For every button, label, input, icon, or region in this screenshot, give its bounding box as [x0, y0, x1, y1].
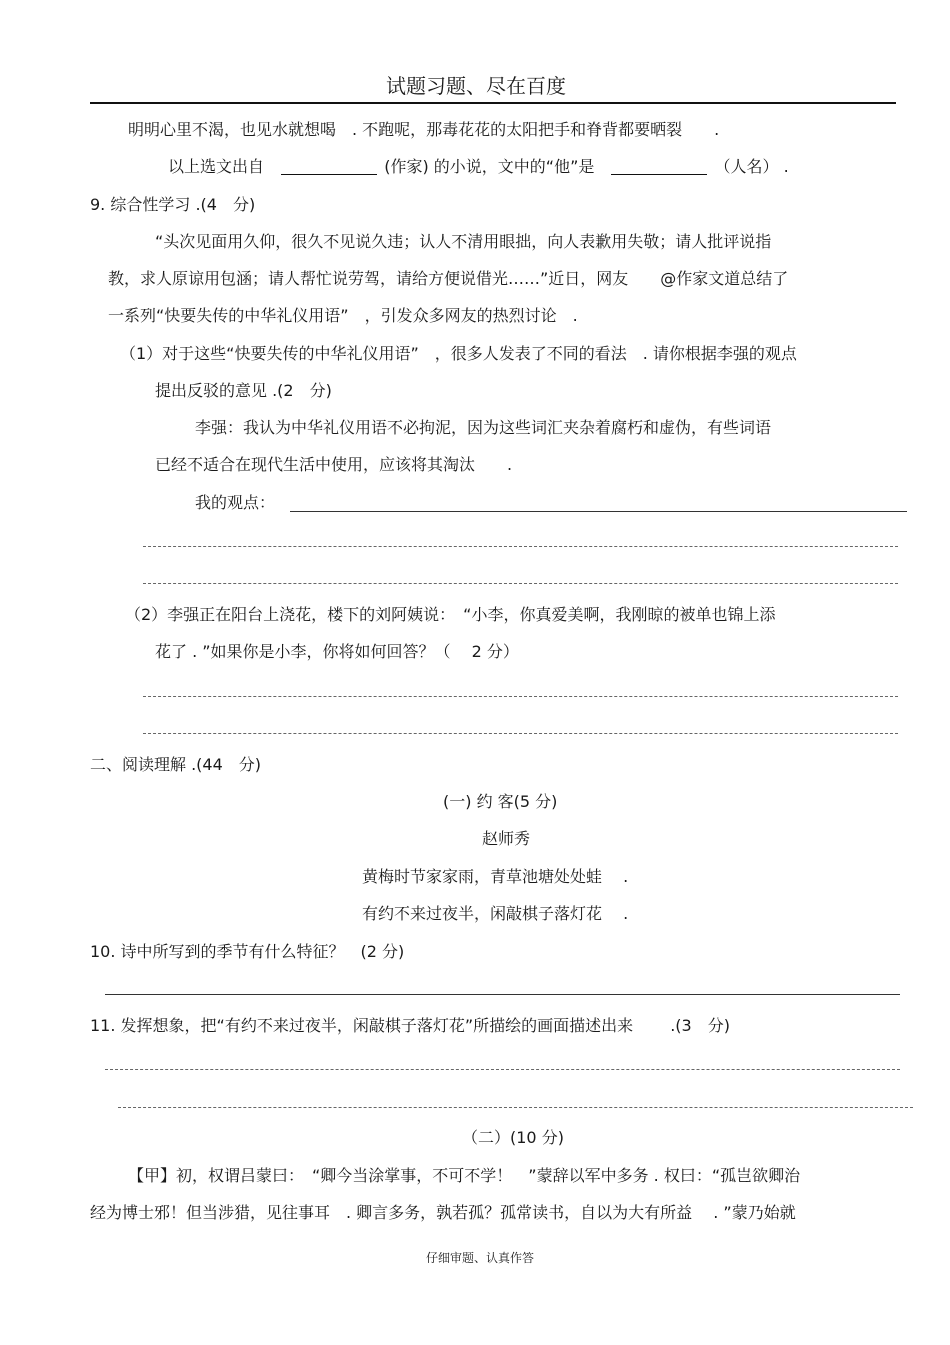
q9-sub2-prompt: （2）李强正在阳台上浇花，楼下的刘阿姨说： “小李，你真爱美啊，我刚晾的被单也锦上添 [125, 605, 776, 624]
liqiang-statement: 已经不适合在现代生活中使用，应该将其淘汰 . [155, 455, 513, 474]
q11-prompt: 11. 发挥想象，把“有约不来过夜半，闲敲棋子落灯花”所描绘的画面描述出来 .(3 分) [90, 1016, 730, 1035]
author-question-middle: (作家) 的小说，文中的“他”是 [384, 157, 595, 176]
character-blank[interactable] [611, 158, 707, 175]
q9-sub1-prompt: （1）对于这些“快要失传的中华礼仪用语” ，很多人发表了不同的看法 . 请你根据李强的观点 [120, 344, 797, 363]
poet-name: 赵师秀 [482, 829, 531, 848]
part1-title: (一) 约 客(5 分) [443, 792, 558, 811]
author-question [168, 157, 789, 177]
q9-paragraph-line: 教，求人原谅用包涵；请人帮忙说劳驾，请给方便说借光……”近日，网友 @作家文道总结了 [108, 269, 789, 288]
q9-paragraph-line: “头次见面用久仰，很久不见说久违；认人不清用眼拙，向人表歉用失敬；请人批评说指 [155, 232, 772, 251]
answer-line[interactable] [143, 696, 898, 697]
poem-verse: 黄梅时节家家雨，青草池塘处处蛙 . [362, 867, 629, 886]
answer-line[interactable] [143, 583, 898, 584]
my-view-label: 我的观点： [195, 493, 276, 512]
classical-text-line: 经为博士邪！但当涉猎，见往事耳 . 卿言多务，孰若孤？孤常读书，自以为大有所益 . ”蒙乃始就 [90, 1203, 796, 1222]
q9-heading: 9. 综合性学习 .(4 分) [90, 195, 256, 214]
passage-line: 明明心里不渴，也见水就想喝 . 不跑呢，那毒花花的太阳把手和脊背都要晒裂 . [128, 120, 720, 139]
liqiang-statement: 李强：我认为中华礼仪用语不必拘泥，因为这些词汇夹杂着腐朽和虚伪，有些词语 [195, 418, 772, 437]
author-blank[interactable] [281, 158, 377, 175]
section2-heading: 二、阅读理解 .(44 分) [90, 755, 262, 774]
answer-line[interactable] [105, 994, 900, 995]
answer-line[interactable] [105, 1069, 900, 1070]
q9-paragraph-line: 一系列“快要失传的中华礼仪用语” ，引发众多网友的热烈讨论 . [108, 306, 578, 325]
poem-verse: 有约不来过夜半，闲敲棋子落灯花 . [362, 904, 629, 923]
author-question-prefix: 以上选文出自 [168, 157, 265, 176]
q9-sub1-prompt: 提出反驳的意见 .(2 分) [155, 381, 332, 400]
answer-line[interactable] [143, 546, 898, 547]
classical-text-line: 【甲】初，权谓吕蒙曰： “卿今当涂掌事，不可不学！ ”蒙辞以军中多务 . 权曰：“孤岂欲卿治 [128, 1166, 801, 1185]
page-header-title: 试题习题、尽在百度 [386, 74, 566, 98]
q9-sub2-prompt: 花了 . ”如果你是小李，你将如何回答？（ 2 分） [155, 642, 519, 661]
answer-line[interactable] [118, 1107, 913, 1108]
author-question-suffix: （人名） . [714, 157, 789, 176]
page-footer: 仔细审题、认真作答 [426, 1251, 535, 1265]
answer-line[interactable] [290, 511, 907, 512]
part2-title: （二）(10 分) [462, 1128, 564, 1147]
header-divider [90, 102, 896, 104]
q10-prompt: 10. 诗中所写到的季节有什么特征？ (2 分) [90, 942, 405, 961]
answer-line[interactable] [143, 733, 898, 734]
